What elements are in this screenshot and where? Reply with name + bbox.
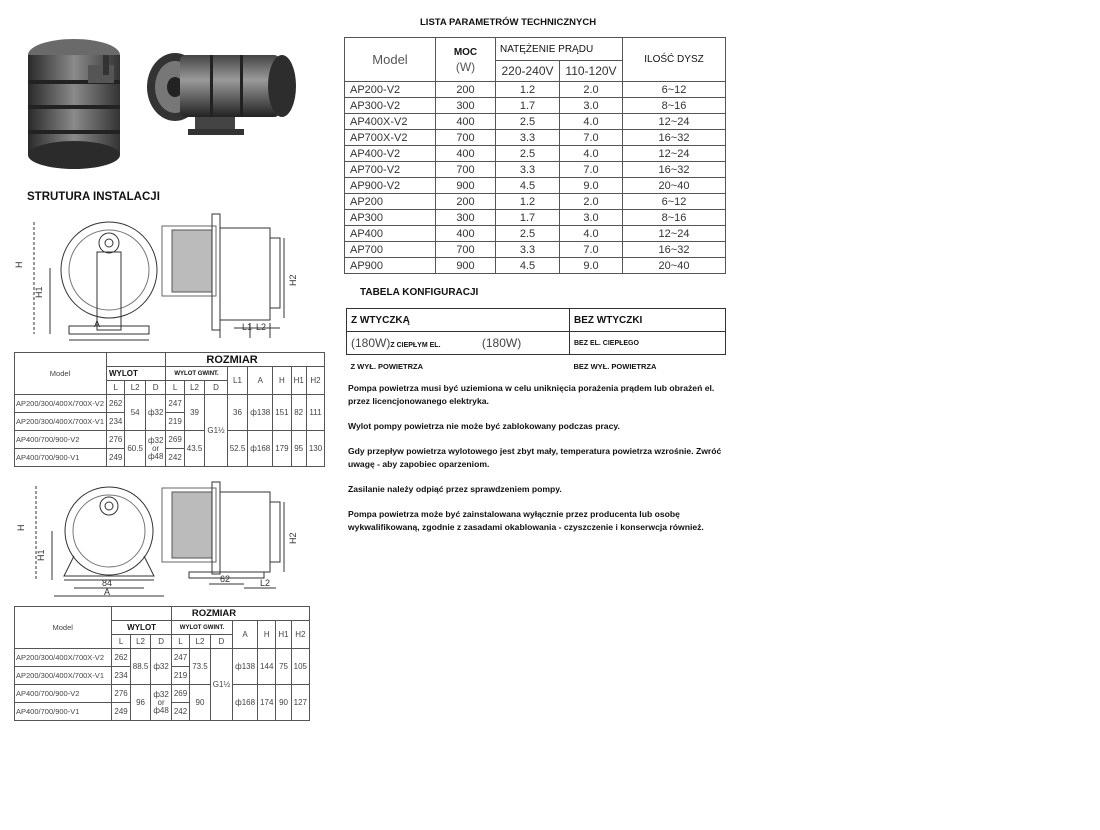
dim2-col-a: A [233, 621, 258, 649]
technical-drawing-2 [14, 476, 310, 604]
dim-label-h: H [16, 524, 26, 531]
params-cell-c1: 2.5 [496, 114, 560, 130]
dim2-col-h1: H1 [276, 621, 291, 649]
dim2-cell: 73.5 [190, 649, 211, 685]
dim2-outlet-header: WYLOT [112, 621, 171, 635]
dim1-col-td: D [205, 381, 227, 395]
params-cell-power: 300 [436, 210, 496, 226]
dim2-cell: ф168 [233, 685, 258, 721]
table-row: AP200/300/400X/700X-V1 [15, 667, 112, 685]
table-row [345, 114, 726, 130]
pump-photo-front [18, 25, 130, 175]
dim2-col-l2: L2 [130, 635, 151, 649]
install-title: STRUTURA INSTALACJI [27, 191, 160, 203]
dim1-thread-header: WYLOT GWINT. [166, 367, 227, 381]
table-row: AP200/300/400X/700X-V1 [15, 413, 107, 431]
note-outlet: Wylot pompy powietrza nie może być zablokowany podczas pracy. [348, 421, 620, 431]
params-cell-c1: 1.7 [496, 98, 560, 114]
config-with-plug: Z WTYCZKĄ [347, 309, 570, 332]
dim1-cell: ф32 [145, 395, 165, 431]
dim1-cell: 111 [306, 395, 324, 431]
params-cell-c1: 1.2 [496, 194, 560, 210]
params-v1-header: 220-240V [496, 61, 560, 82]
params-cell-c1: 3.3 [496, 242, 560, 258]
params-cell-c1: 2.5 [496, 146, 560, 162]
table-row [345, 242, 726, 258]
params-cell-nozzles: 8~16 [623, 98, 726, 114]
table-row [345, 130, 726, 146]
params-cell-c1: 1.2 [496, 82, 560, 98]
dim1-cell: ф138 [248, 395, 273, 431]
dim2-col-h: H [258, 621, 276, 649]
dim2-cell: ф48 [153, 705, 169, 715]
dim1-cell: 219 [166, 413, 184, 431]
dim-label-h2: H2 [288, 274, 298, 286]
params-cell-c1: 4.5 [496, 178, 560, 194]
params-cell-nozzles: 16~32 [623, 242, 726, 258]
dim1-cell: 234 [107, 413, 125, 431]
params-cell-nozzles: 12~24 [623, 114, 726, 130]
params-cell-power: 200 [436, 82, 496, 98]
table-row: AP200/300/400X/700X-V2 [15, 395, 107, 413]
dim2-size-header: ROZMIAR [171, 607, 309, 621]
dim-label-l1: L1 [242, 322, 253, 332]
params-cell-c1: 4.5 [496, 258, 560, 274]
params-cell-nozzles: 20~40 [623, 258, 726, 274]
dim2-cell: 242 [171, 703, 189, 721]
params-cell-power: 900 [436, 178, 496, 194]
params-cell-c2: 2.0 [559, 82, 622, 98]
dim1-cell: ф168 [248, 431, 273, 467]
dim1-cell: or [152, 443, 160, 453]
config-title: TABELA KONFIGURACJI [360, 287, 479, 298]
dim2-cell: 269 [171, 685, 189, 703]
params-cell-c2: 3.0 [559, 98, 622, 114]
table-row [345, 178, 726, 194]
dim1-cell: 242 [166, 449, 184, 467]
dim2-cell: 276 [112, 685, 130, 703]
dim2-col-tl: L [171, 635, 189, 649]
config-power-180b: (180W) [481, 336, 522, 350]
dim2-cell: 249 [112, 703, 130, 721]
dim2-cell: 105 [291, 649, 309, 685]
params-cell-c2: 9.0 [559, 258, 622, 274]
dim1-cell: 151 [273, 395, 291, 431]
dim1-cell: 179 [273, 431, 291, 467]
table-row: AP200/300/400X/700X-V2 [15, 649, 112, 667]
dim1-cell: 276 [107, 431, 125, 449]
params-moc-header: MOC [453, 46, 478, 58]
params-cell-nozzles: 8~16 [623, 210, 726, 226]
params-cell-model: AP200-V2 [345, 82, 436, 98]
dim2-col-l: L [112, 635, 130, 649]
dim2-cell: ф32 [151, 649, 171, 685]
dim1-cell: 130 [306, 431, 324, 467]
dim1-col-h2: H2 [306, 367, 324, 395]
table-row [345, 98, 726, 114]
dim2-cell: 127 [291, 685, 309, 721]
params-cell-power: 700 [436, 130, 496, 146]
dim2-cell: 247 [171, 649, 189, 667]
dim-label-h1: H1 [36, 549, 46, 561]
params-cell-power: 400 [436, 146, 496, 162]
table-row [345, 258, 726, 274]
dim1-col-tl2: L2 [184, 381, 205, 395]
dim1-cell: 262 [107, 395, 125, 413]
params-cell-model: AP700 [345, 242, 436, 258]
params-cell-c2: 2.0 [559, 194, 622, 210]
params-cell-power: 300 [436, 98, 496, 114]
params-cell-c1: 2.5 [496, 226, 560, 242]
params-cell-c1: 1.7 [496, 210, 560, 226]
dim2-cell: 234 [112, 667, 130, 685]
params-cell-model: AP900 [345, 258, 436, 274]
dim1-col-a: A [248, 367, 273, 395]
dim2-cell: ф32 [153, 689, 169, 699]
config-without-plug: BEZ WTYCZKI [570, 309, 726, 332]
table-row [345, 162, 726, 178]
dim1-cell: 249 [107, 449, 125, 467]
table-row [345, 210, 726, 226]
table-row [345, 194, 726, 210]
dim1-cell: ф48 [147, 451, 164, 461]
dim-label-l2: L2 [260, 578, 271, 588]
params-cell-c1: 3.3 [496, 130, 560, 146]
params-cell-power: 200 [436, 194, 496, 210]
dim1-cell: 60.5 [125, 431, 146, 467]
dim1-col-l2: L2 [125, 381, 146, 395]
config-no-heater: BEZ EL. CIEPŁEGO [570, 332, 726, 355]
params-cell-nozzles: 12~24 [623, 226, 726, 242]
params-cell-power: 400 [436, 114, 496, 130]
dim-label-h: H [14, 261, 24, 268]
dim1-cell: 52.5 [227, 431, 248, 467]
dimension-table-2 [14, 606, 310, 721]
dim2-col-td: D [210, 635, 232, 649]
dim1-col-d: D [145, 381, 165, 395]
dim1-col-h1: H1 [291, 367, 306, 395]
dim1-model-header: Model [15, 353, 107, 395]
dim2-col-h2: H2 [291, 621, 309, 649]
params-cell-nozzles: 6~12 [623, 194, 726, 210]
params-cell-nozzles: 20~40 [623, 178, 726, 194]
params-cell-power: 900 [436, 258, 496, 274]
params-cell-nozzles: 6~12 [623, 82, 726, 98]
config-heater: Z CIEPŁYM EL. [390, 342, 441, 349]
params-cell-model: AP400 [345, 226, 436, 242]
dim-label-a: A [104, 587, 111, 597]
config-table [346, 308, 726, 377]
table-row: AP400/700/900-V1 [15, 703, 112, 721]
params-cell-model: AP400X-V2 [345, 114, 436, 130]
table-row: AP400/700/900-V2 [15, 685, 112, 703]
params-cell-c2: 7.0 [559, 130, 622, 146]
dim2-cell: or [157, 697, 165, 707]
table-row: AP400/700/900-V1 [15, 449, 107, 467]
params-cell-nozzles: 16~32 [623, 130, 726, 146]
dim1-col-l: L [107, 381, 125, 395]
params-cell-c2: 7.0 [559, 162, 622, 178]
table-row [345, 146, 726, 162]
params-current-header: NATĘŻENIE PRĄDU [496, 38, 623, 61]
pump-photo-side [140, 35, 315, 140]
dim1-cell: 39 [184, 395, 205, 431]
params-cell-power: 700 [436, 162, 496, 178]
dim1-cell: 247 [166, 395, 184, 413]
dim1-cell-d-multi [145, 431, 165, 467]
dim2-col-d: D [151, 635, 171, 649]
dim2-model-header: Model [15, 607, 112, 649]
technical-drawing-1 [14, 208, 310, 350]
config-without-switch: BEZ WYŁ. POWIETRZA [573, 361, 657, 371]
table-row [345, 226, 726, 242]
params-cell-model: AP300-V2 [345, 98, 436, 114]
params-model-header: Model [345, 38, 436, 82]
params-cell-c2: 3.0 [559, 210, 622, 226]
dim-label-62: 62 [220, 574, 231, 584]
dim-label-84: 84 [102, 578, 113, 588]
dim2-thread-header: WYLOT GWINT. [171, 621, 232, 635]
params-cell-model: AP300 [345, 210, 436, 226]
params-cell-c2: 9.0 [559, 178, 622, 194]
dimension-table-1 [14, 352, 325, 467]
note-grounding: Pompa powietrza musi być uziemiona w celu uniknięcia porażenia prądem lub obrażeń el. przez licencjonowanego elektryka. [348, 383, 715, 406]
dim2-cell: ф138 [233, 649, 258, 685]
dim-label-h2: H2 [288, 532, 298, 544]
params-cell-c2: 4.0 [559, 146, 622, 162]
params-cell-model: AP200 [345, 194, 436, 210]
config-power-180: (180W) [351, 336, 391, 350]
page-title: LISTA PARAMETRÓW TECHNICZNYCH [420, 17, 597, 28]
dim2-cell: 262 [112, 649, 130, 667]
note-installation: Pompa powietrza może być zainstalowana wyłącznie przez producenta lub osobę wykwalifikowaną, zgodnie z zasadami okablowania - czyszczenie i konserwcja również. [348, 509, 704, 532]
params-cell-power: 700 [436, 242, 496, 258]
params-cell-c2: 4.0 [559, 226, 622, 242]
dim1-col-h: H [273, 367, 291, 395]
dim2-cell-d-multi [151, 685, 171, 721]
dim2-cell: G1½ [210, 649, 232, 721]
dim2-cell: 96 [130, 685, 151, 721]
safety-notes [348, 382, 733, 546]
dim1-cell: 36 [227, 395, 248, 431]
dim1-col-tl: L [166, 381, 184, 395]
params-cell-nozzles: 16~32 [623, 162, 726, 178]
dim2-cell: 144 [258, 649, 276, 685]
dim1-cell: 82 [291, 395, 306, 431]
dim1-cell: ф32 [147, 435, 164, 445]
config-with-switch: Z WYŁ. POWIETRZA [350, 361, 423, 371]
dim-label-a: A [94, 319, 101, 329]
dim2-cell: 174 [258, 685, 276, 721]
dim2-cell: 88.5 [130, 649, 151, 685]
dim2-cell: 90 [276, 685, 291, 721]
dim2-cell: 90 [190, 685, 211, 721]
params-cell-c1: 3.3 [496, 162, 560, 178]
dim-label-l2: L2 [256, 322, 267, 332]
params-nozzles-header: ILOŚĆ DYSZ [623, 38, 726, 82]
note-power: Zasilanie należy odpiąć przez sprawdzeniem pompy. [348, 484, 562, 494]
params-cell-model: AP700X-V2 [345, 130, 436, 146]
dim1-cell: G1½ [205, 395, 227, 467]
dim1-cell: 43.5 [184, 431, 205, 467]
params-cell-model: AP700-V2 [345, 162, 436, 178]
table-row [345, 82, 726, 98]
params-cell-power: 400 [436, 226, 496, 242]
dim2-cell: 219 [171, 667, 189, 685]
params-cell-model: AP400-V2 [345, 146, 436, 162]
table-row: AP400/700/900-V2 [15, 431, 107, 449]
dim2-cell: 75 [276, 649, 291, 685]
params-cell-c2: 7.0 [559, 242, 622, 258]
dim-label-h1: H1 [34, 286, 44, 298]
params-table [344, 37, 726, 274]
params-cell-model: AP900-V2 [345, 178, 436, 194]
dim1-col-l1: L1 [227, 367, 248, 395]
params-cell-c2: 4.0 [559, 114, 622, 130]
params-cell-nozzles: 12~24 [623, 146, 726, 162]
note-temperature: Gdy przepływ powietrza wylotowego jest zbyt mały, temperatura powietrza wzrośnie. Zwróć uwagę - aby zapobiec oparzeniom. [348, 446, 722, 469]
dim1-cell: 95 [291, 431, 306, 467]
dim1-outlet-header: WYLOT [107, 367, 166, 381]
dim1-cell: 269 [166, 431, 184, 449]
params-v2-header: 110-120V [559, 61, 622, 82]
dim1-cell: 54 [125, 395, 146, 431]
params-moc-unit: (W) [455, 59, 476, 74]
dim1-size-header: ROZMIAR [166, 353, 325, 367]
dim2-col-tl2: L2 [190, 635, 211, 649]
